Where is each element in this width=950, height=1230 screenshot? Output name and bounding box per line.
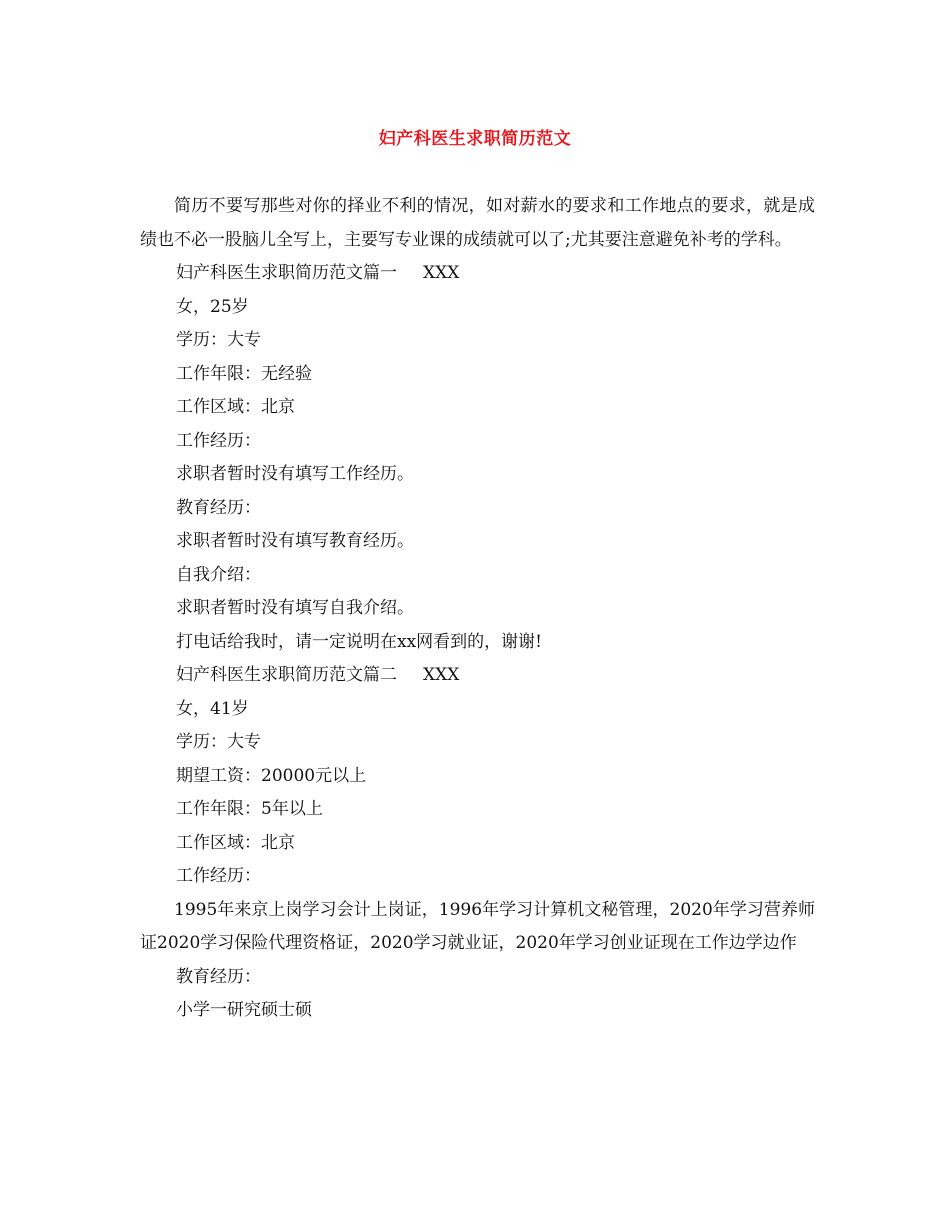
resume2-expected-salary: 期望工资：20000元以上 [176, 765, 367, 786]
document-title: 妇产科医生求职简历范文 [378, 129, 572, 149]
resume1-education-level: 学历：大专 [176, 330, 261, 350]
resume1-gender-age: 女，25岁 [176, 296, 249, 317]
resume1-edu-exp: 求职者暂时没有填写教育经历。 [176, 531, 414, 551]
resume2-heading-line [140, 659, 815, 693]
resume2-edu-exp-label: 教育经历： [176, 966, 261, 987]
resume2-work-exp-label: 工作经历： [176, 866, 261, 886]
resume1-edu-exp-label: 教育经历： [176, 497, 261, 518]
resume1-heading: 妇产科医生求职简历范文篇一 [176, 263, 397, 283]
resume2-work-area: 工作区域：北京 [176, 832, 295, 853]
resume2-gender-age: 女，41岁 [176, 698, 249, 719]
resume1-name: XXX [423, 263, 460, 283]
resume1-self-intro: 求职者暂时没有填写自我介绍。 [176, 598, 414, 618]
resume2-edu-exp: 小学一研究硕士硕 [176, 1000, 312, 1020]
resume1-work-exp: 求职者暂时没有填写工作经历。 [176, 464, 414, 484]
resume2-work-exp: 1995年来京上岗学习会计上岗证，1996年学习计算机文秘管理，2020年学习营养师证2020学习保险代理资格证，2020学习就业证，2020年学习创业证现在工作边学边作 [140, 899, 815, 953]
resume1-work-exp-label: 工作经历： [176, 430, 261, 451]
intro-paragraph: 简历不要写那些对你的择业不利的情况，如对薪水的要求和工作地点的要求，就是成绩也不必一股脑儿全写上，主要写专业课的成绩就可以了;尤其要注意避免补考的学科。 [140, 196, 815, 250]
resume2-name: XXX [423, 665, 460, 685]
document-body [140, 190, 815, 1028]
resume1-heading-line [140, 257, 815, 291]
resume2-work-years: 工作年限：5年以上 [176, 799, 323, 819]
resume1-work-area: 工作区域：北京 [176, 397, 295, 417]
resume1-call-note: 打电话给我时，请一定说明在xx网看到的，谢谢! [176, 631, 543, 652]
resume2-education-level: 学历：大专 [176, 732, 261, 752]
resume1-self-intro-label: 自我介绍： [176, 564, 261, 585]
resume1-work-years: 工作年限：无经验 [176, 363, 312, 384]
resume2-heading: 妇产科医生求职简历范文篇二 [176, 665, 397, 685]
